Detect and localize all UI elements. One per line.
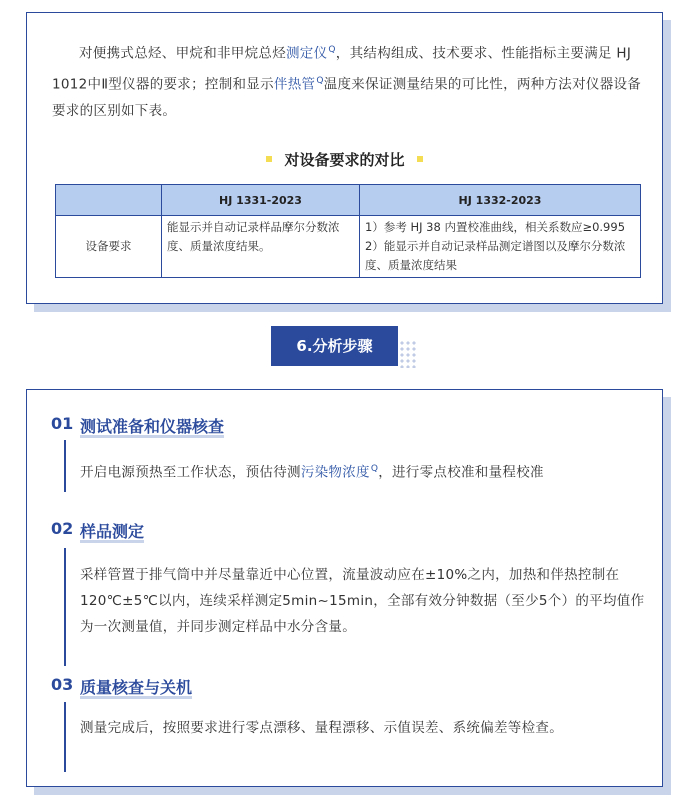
step-number: 02 bbox=[51, 519, 74, 538]
step-connector-line bbox=[64, 702, 66, 772]
steps-card bbox=[26, 389, 663, 787]
intro-text-1: 对便携式总烃、甲烷和非甲烷总烃 bbox=[79, 45, 286, 62]
comparison-table bbox=[55, 184, 641, 278]
table-header-cell bbox=[56, 185, 162, 216]
step-body-text-2: ，进行零点校准和量程校准 bbox=[378, 464, 544, 481]
table-header-cell: HJ 1331-2023 bbox=[162, 185, 360, 216]
table-header-cell: HJ 1332-2023 bbox=[360, 185, 641, 216]
search-icon[interactable]: Q bbox=[370, 464, 379, 474]
table-row-label: 设备要求 bbox=[56, 216, 162, 278]
instrument-link[interactable]: 测定仪 bbox=[286, 45, 328, 62]
yellow-dot-icon bbox=[266, 156, 272, 162]
table-title bbox=[27, 149, 662, 170]
table-cell-hj1331: 能显示并自动记录样品摩尔分数浓度、质量浓度结果。 bbox=[162, 216, 360, 278]
intro-card bbox=[26, 12, 663, 304]
hj1332-line-2: 2）能显示并自动记录样品测定谱图以及摩尔分数浓度、质量浓度结果 bbox=[365, 239, 626, 272]
pollutant-concentration-link[interactable]: 污染物浓度 bbox=[300, 464, 370, 481]
search-icon[interactable]: Q bbox=[316, 75, 324, 86]
step-number: 03 bbox=[51, 675, 74, 694]
dot-pattern-decoration bbox=[399, 340, 417, 368]
step-body: 采样管置于排气筒中并尽量靠近中心位置，流量波动应在±10%之内，加热和伴热控制在120℃±5℃以内，连续采样测定5min~15min，全部有效分钟数据（至少5个）的平均值作为一次测量值，并同步测定样品中水分含量。 bbox=[80, 567, 645, 635]
search-icon[interactable]: Q bbox=[328, 45, 336, 55]
hj1332-line-1: 1）参考 HJ 38 内置校准曲线，相关系数应≥0.995 bbox=[365, 220, 626, 234]
yellow-dot-icon bbox=[417, 156, 423, 162]
intro-paragraph bbox=[52, 37, 642, 125]
step-connector-line bbox=[64, 440, 66, 492]
step-body: 测量完成后，按照要求进行零点漂移、量程漂移、示值误差、系统偏差等检查。 bbox=[80, 720, 563, 736]
step-connector-line bbox=[64, 548, 66, 666]
step-title: 测试准备和仪器核查 bbox=[80, 417, 225, 436]
section-header: 6.分析步骤 bbox=[271, 326, 398, 366]
step-title: 样品测定 bbox=[80, 522, 145, 541]
step-title: 质量核查与关机 bbox=[80, 678, 193, 697]
heating-pipe-link[interactable]: 伴热管 bbox=[273, 76, 316, 92]
table-cell-hj1332 bbox=[360, 216, 641, 278]
step-number: 01 bbox=[51, 414, 74, 433]
intro-text-2: ，其结构组成、技术要求、性能指标主要满足 HJ 1012中Ⅱ型仪器的要求；控制和显示 bbox=[52, 45, 632, 92]
table-header-row bbox=[56, 185, 641, 216]
table-row bbox=[56, 216, 641, 278]
table-title-text: 对设备要求的对比 bbox=[284, 151, 405, 169]
intro-text-3: 温度来保证测量结果的可比性，两种方法对仪器设备要求的区别如下表。 bbox=[52, 76, 642, 119]
step-body bbox=[80, 456, 648, 486]
step-body-text-1: 开启电源预热至工作状态，预估待测 bbox=[80, 464, 301, 481]
